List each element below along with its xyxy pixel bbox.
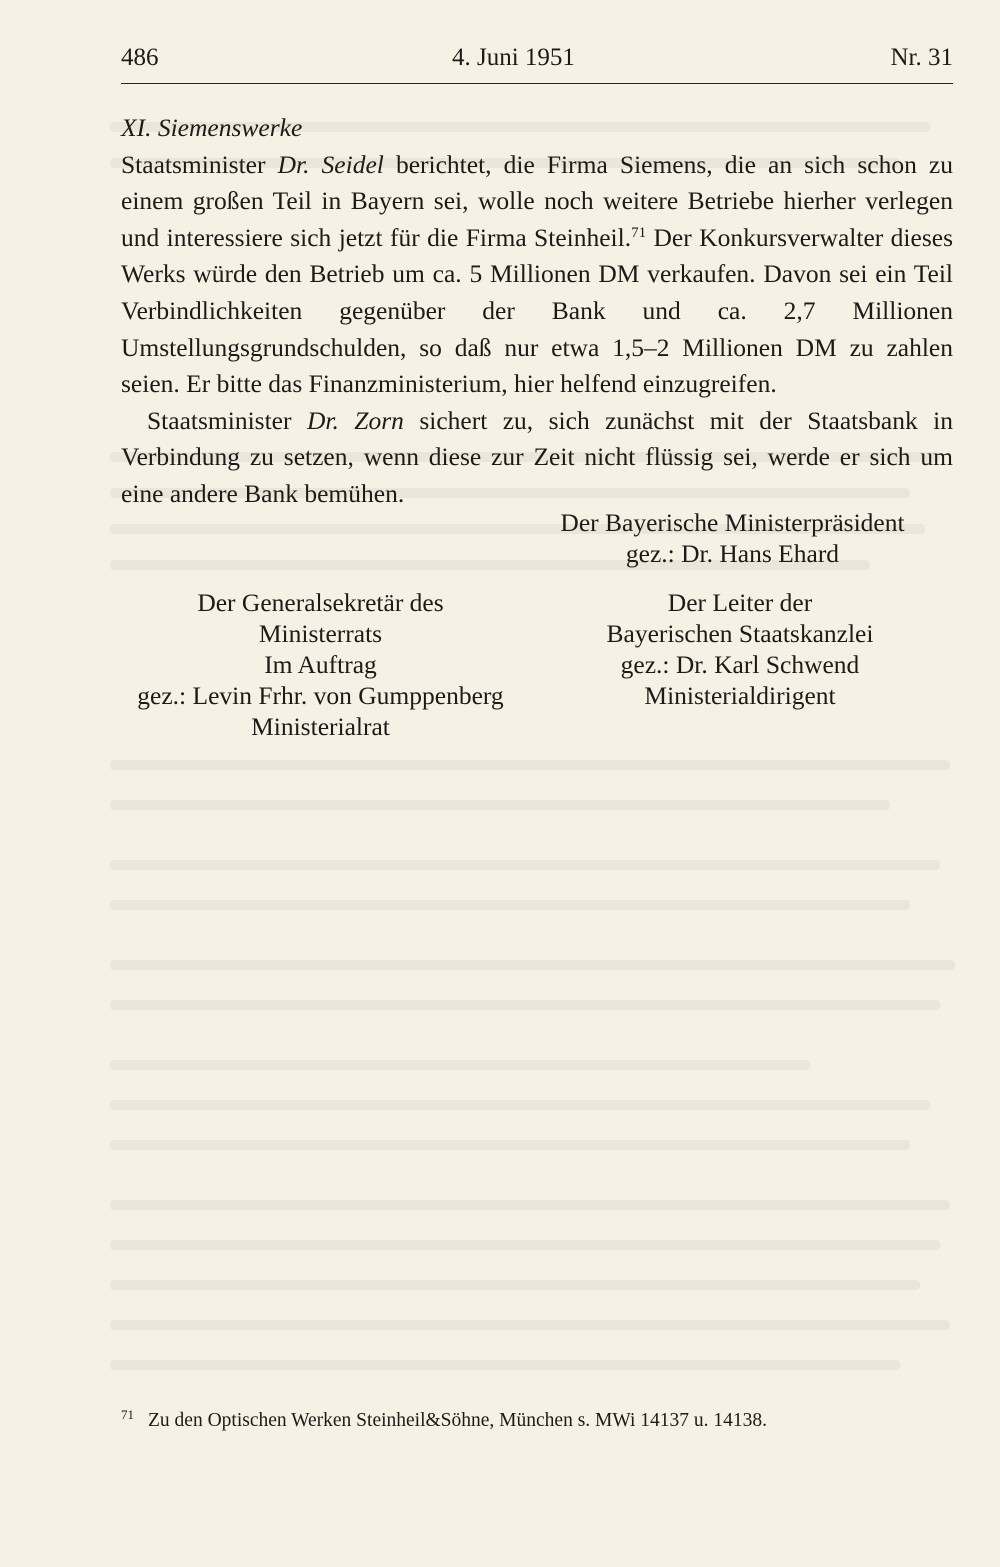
signature-name: gez.: Dr. Karl Schwend (620, 650, 860, 679)
footnote (121, 1402, 953, 1434)
speaker-name: Dr. Seidel (277, 149, 384, 179)
paragraph-lead: Staatsminister (147, 405, 307, 435)
section-heading: XI. Siemenswerke (121, 113, 303, 142)
signature-title: Der Generalsekretär des (197, 588, 444, 617)
signature-secretary-general (118, 587, 523, 742)
signature-title: Bayerischen Staatskanzlei (606, 619, 874, 648)
signature-name: gez.: Dr. Hans Ehard (625, 539, 840, 568)
running-header (121, 44, 953, 84)
signature-name: gez.: Levin Frhr. von Gumppenberg (137, 681, 504, 710)
main-text (121, 110, 953, 513)
page-number: 486 (121, 44, 159, 71)
signature-minister-president (560, 507, 905, 569)
header-date: 4. Juni 1951 (452, 44, 575, 71)
paragraph-text: Der Konkursverwalter dieses Werks würde den Betrieb um ca. 5 Millionen DM verkaufen. Davon sei ein Teil Verbindlichkeiten gegenüber der Bank und ca. 2,7 Millionen Umstellungsgrundschulden, so daß nur etwa 1,5–2 Millionen DM zu zahlen seien. Er bitte das Finanzministerium, hier helfend einzugreifen. (121, 222, 953, 399)
paragraph-seidel (121, 147, 953, 403)
signature-rank: Ministerialdirigent (644, 681, 836, 710)
signature-title: Der Leiter der (667, 588, 813, 617)
paragraph-text: berichtet, die Firma Siemens, die an sich schon zu einem großen Teil in Bayern sei, wolle noch weitere Betriebe hierher verlegen und interessiere sich jetzt für die Firma Steinheil. (121, 149, 953, 252)
paragraph-text: sichert zu, sich zunächst mit der Staatsbank in Verbindung zu setzen, wenn diese zur Zeit nicht flüssig sei, werde er sich um eine andere Bank bemühen. (121, 405, 953, 508)
issue-number: Nr. 31 (890, 44, 953, 71)
footnote-text: Zu den Optischen Werken Steinheil&Söhne, München s. MWi 14137 u. 14138. (148, 1410, 768, 1431)
speaker-name: Dr. Zorn (306, 405, 404, 435)
paragraph-lead: Staatsminister (121, 149, 278, 179)
signature-proxy: Im Auftrag (264, 650, 377, 679)
signature-title: Der Bayerische Ministerpräsident (560, 508, 905, 537)
signature-title: Ministerrats (258, 619, 383, 648)
signature-chancellery-head (580, 587, 900, 711)
footnote-number: 71 (121, 1407, 134, 1422)
header-rule (121, 83, 953, 84)
footnote-reference: 71 (631, 224, 647, 241)
paragraph-zorn (121, 403, 953, 513)
signature-rank: Ministerialrat (251, 712, 390, 741)
